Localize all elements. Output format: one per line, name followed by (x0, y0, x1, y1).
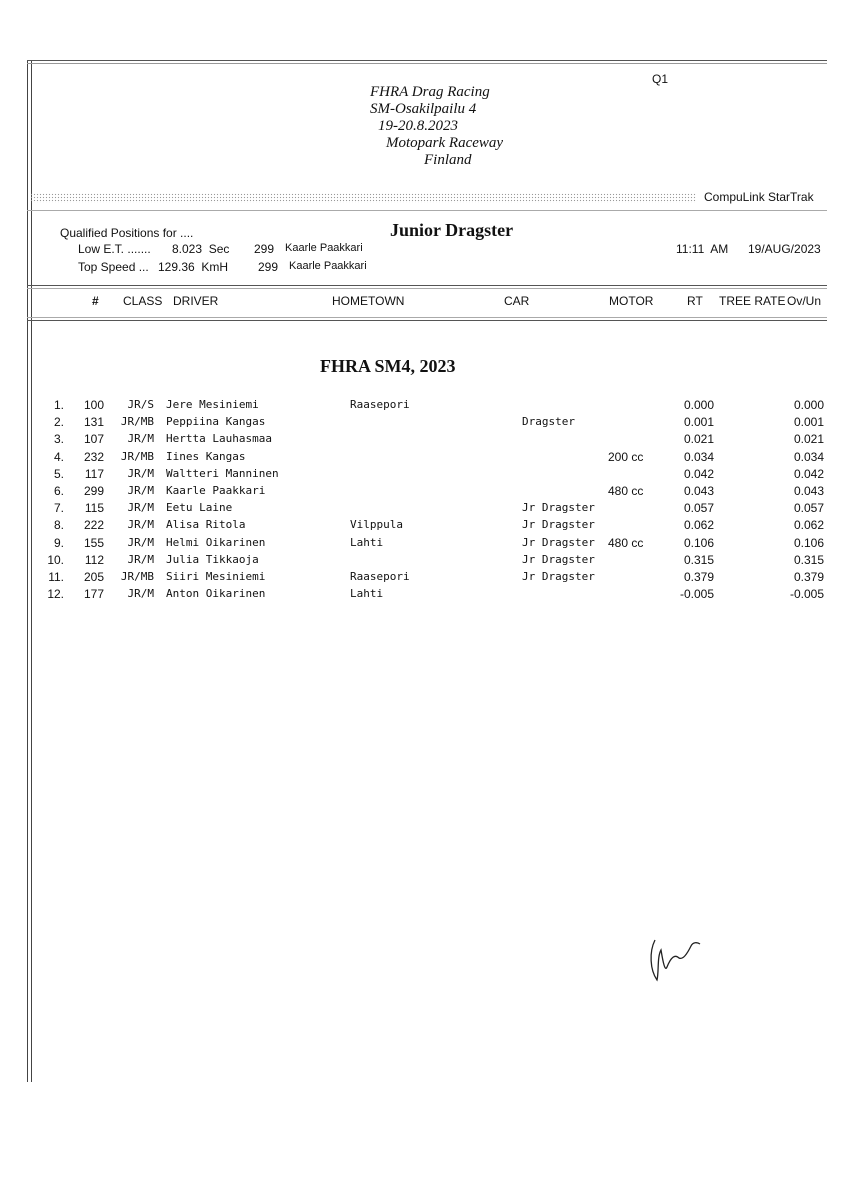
cell-num: 232 (83, 449, 104, 464)
cell-num: 177 (83, 587, 104, 602)
cell-car: Jr Dragster (522, 535, 595, 549)
table-row (0, 536, 848, 553)
cell-rt: -0.005 (679, 587, 714, 602)
cell-ovun: 0.043 (793, 484, 824, 498)
cell-class: JR/M (127, 432, 154, 446)
top-speed-label: Top Speed ... (78, 260, 149, 274)
report-time: 11:11 AM (676, 242, 729, 256)
cell-num: 222 (83, 518, 104, 533)
cell-driver: Eetu Laine (166, 501, 233, 515)
cell-num: 155 (83, 535, 104, 550)
cell-motor: 480 cc (608, 535, 644, 550)
cell-pos: 3. (53, 432, 64, 447)
cell-pos: 11. (48, 570, 64, 584)
col-rt: RT (687, 294, 703, 308)
cell-driver: Alisa Ritola (166, 518, 246, 532)
table-row (0, 432, 848, 449)
table-row (0, 398, 848, 415)
table-row (0, 484, 848, 501)
cell-class: JR/MB (120, 449, 154, 463)
cell-rt: 0.379 (683, 570, 714, 584)
col-car: CAR (504, 294, 530, 308)
cell-pos: 10. (47, 552, 64, 567)
cell-driver: Helmi Oikarinen (166, 535, 266, 549)
table-row (0, 570, 848, 587)
cell-hometown: Raasepori (350, 398, 410, 411)
cell-ovun: 0.315 (793, 552, 824, 567)
cell-num: 107 (83, 432, 104, 447)
cell-car: Jr Dragster (522, 570, 595, 583)
cell-rt: 0.315 (683, 552, 714, 567)
cell-class: JR/M (127, 466, 154, 480)
cell-hometown: Lahti (350, 535, 384, 549)
cell-rt: 0.000 (683, 398, 714, 412)
cell-hometown: Vilppula (350, 518, 403, 532)
table-row (0, 415, 848, 432)
col-header-rule-bottom (27, 317, 827, 318)
cell-driver: Siiri Mesiniemi (166, 570, 266, 583)
cell-driver: Waltteri Manninen (166, 466, 279, 480)
cell-pos: 8. (53, 518, 64, 533)
cell-rt: 0.043 (683, 484, 714, 498)
low-et-label: Low E.T. ....... (78, 242, 151, 256)
cell-num: 299 (83, 484, 104, 498)
cell-rt: 0.001 (683, 415, 714, 430)
low-et-driver: Kaarle Paakkari (285, 242, 363, 254)
col-driver: DRIVER (173, 294, 219, 308)
table-row (0, 467, 848, 484)
cell-driver: Anton Oikarinen (166, 587, 266, 601)
cell-num: 205 (83, 570, 104, 584)
col-ovun: Ov/Un (787, 294, 822, 308)
top-speed-num: 299 (258, 260, 279, 274)
cell-ovun: 0.106 (793, 535, 824, 550)
cell-pos: 9. (53, 535, 64, 550)
top-speed-driver: Kaarle Paakkari (289, 260, 367, 272)
col-header-rule-top-2 (27, 288, 827, 289)
cell-class: JR/MB (120, 570, 154, 583)
cell-class: JR/M (127, 552, 154, 566)
col-motor: MOTOR (609, 294, 654, 308)
cell-ovun: 0.021 (793, 432, 824, 447)
cell-class: JR/M (127, 484, 154, 497)
cell-ovun: 0.000 (793, 398, 824, 412)
cell-ovun: 0.042 (793, 466, 824, 481)
cell-class: JR/MB (120, 415, 154, 429)
cell-pos: 6. (53, 484, 64, 498)
cell-class: JR/M (127, 501, 154, 515)
frame-top-2 (27, 63, 827, 64)
cell-motor: 200 cc (608, 449, 644, 464)
cell-class: JR/M (127, 587, 154, 601)
dotted-separator (30, 193, 696, 203)
table-row (0, 450, 848, 467)
qualified-label: Qualified Positions for .... (60, 226, 194, 240)
event-line: SM-Osakilpailu 4 (370, 101, 477, 117)
cell-ovun: 0.062 (793, 518, 824, 533)
event-line: 19-20.8.2023 (378, 118, 458, 134)
cell-class: JR/S (127, 398, 154, 411)
table-row (0, 518, 848, 535)
cell-num: 100 (83, 398, 104, 412)
col-tree-rate: TREE RATE (719, 294, 786, 308)
cell-class: JR/M (127, 535, 154, 549)
cell-pos: 5. (53, 466, 64, 481)
col-header-rule-top (27, 285, 827, 286)
low-et-num: 299 (254, 242, 275, 256)
cell-pos: 2. (53, 415, 64, 430)
event-line: Finland (424, 152, 472, 168)
cell-class: JR/M (127, 518, 154, 532)
col-hometown: HOMETOWN (332, 294, 405, 308)
cell-ovun: 0.001 (793, 415, 824, 430)
cell-pos: 7. (53, 501, 64, 516)
cell-motor: 480 cc (608, 484, 644, 498)
cell-rt: 0.034 (683, 449, 714, 464)
report-date: 19/AUG/2023 (748, 242, 821, 256)
cell-car: Dragster (522, 415, 575, 429)
table-row (0, 553, 848, 570)
signature (645, 932, 715, 987)
cell-rt: 0.106 (683, 535, 714, 550)
cell-pos: 1. (53, 398, 64, 412)
event-line: FHRA Drag Racing (370, 84, 490, 100)
cell-pos: 12. (47, 587, 64, 602)
cell-ovun: 0.034 (793, 449, 824, 464)
cell-ovun: 0.057 (793, 501, 824, 516)
cell-driver: Kaarle Paakkari (166, 484, 266, 497)
cell-num: 112 (84, 552, 104, 567)
col-class: CLASS (123, 294, 163, 308)
cell-driver: Julia Tikkaoja (166, 552, 259, 566)
cell-rt: 0.021 (683, 432, 714, 447)
page-code: Q1 (652, 72, 669, 86)
cell-hometown: Lahti (350, 587, 384, 601)
cell-ovun: -0.005 (789, 587, 824, 602)
cell-driver: Peppiina Kangas (166, 415, 266, 429)
cell-driver: Iines Kangas (166, 449, 246, 463)
frame-top (27, 60, 827, 61)
cell-rt: 0.057 (683, 501, 714, 516)
cell-rt: 0.062 (683, 518, 714, 533)
cell-rt: 0.042 (683, 466, 714, 481)
cell-ovun: 0.379 (793, 570, 824, 584)
cell-num: 131 (83, 415, 104, 430)
col-header-rule-bottom-2 (27, 320, 827, 321)
table-row (0, 501, 848, 518)
cell-driver: Jere Mesiniemi (166, 398, 259, 411)
cell-car: Jr Dragster (522, 518, 595, 532)
cell-num: 117 (84, 466, 104, 481)
cell-car: Jr Dragster (522, 552, 595, 566)
section-title: FHRA SM4, 2023 (320, 356, 456, 376)
cell-num: 115 (84, 501, 104, 516)
cell-pos: 4. (53, 449, 64, 464)
top-speed-value: 129.36 KmH (158, 260, 229, 274)
system-name: CompuLink StarTrak (704, 190, 814, 204)
event-title (370, 84, 503, 169)
cell-hometown: Raasepori (350, 570, 410, 583)
low-et-value: 8.023 Sec (172, 242, 230, 256)
cell-driver: Hertta Lauhasmaa (166, 432, 272, 446)
col-num: # (92, 294, 99, 308)
cell-car: Jr Dragster (522, 501, 595, 515)
header-rule (27, 210, 827, 211)
class-title: Junior Dragster (390, 220, 514, 240)
table-row (0, 587, 848, 604)
event-line: Motopark Raceway (386, 135, 504, 151)
